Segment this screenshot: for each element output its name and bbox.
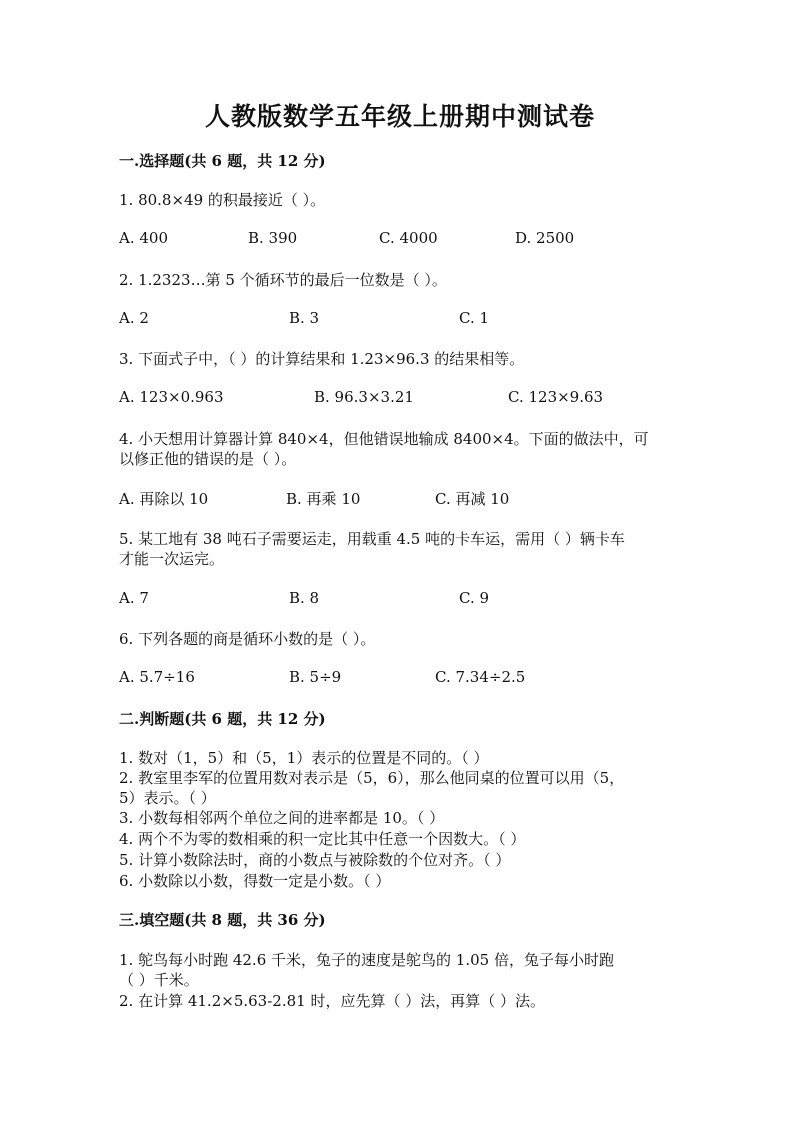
section-heading-judgement: 二.判断题(共 6 题，共 12 分) xyxy=(119,710,326,728)
fill-blank-line-1: 1. 鸵鸟每小时跑 42.6 千米，兔子的速度是鸵鸟的 1.05 倍，兔子每小时跑 xyxy=(119,951,614,969)
question-5-stem-line-2: 才能一次运完。 xyxy=(119,550,225,568)
question-3-stem: 3. 下面式子中，（ ）的计算结果和 1.23×96.3 的结果相等。 xyxy=(119,350,525,368)
question-6-option-b: B. 5÷9 xyxy=(289,668,342,686)
page-title: 人教版数学五年级上册期中测试卷 xyxy=(204,102,595,131)
question-1-option-d: D. 2500 xyxy=(515,229,575,247)
section-heading-choice: 一.选择题(共 6 题，共 12 分) xyxy=(119,152,326,170)
fill-blank-line-2: （ ）千米。 xyxy=(119,971,199,989)
judgement-line-2: 2. 教室里李军的位置用数对表示是（5，6），那么他同桌的位置可以用（5， xyxy=(119,769,625,787)
question-4-option-c: C. 再减 10 xyxy=(435,490,510,508)
question-4-option-a: A. 再除以 10 xyxy=(119,490,209,508)
question-6-option-a: A. 5.7÷16 xyxy=(119,668,195,686)
question-2-option-a: A. 2 xyxy=(119,309,149,327)
question-4-stem-line-2: 以修正他的错误的是（ ）。 xyxy=(119,450,297,468)
judgement-line-3: 5）表示。（ ） xyxy=(119,789,216,807)
section-heading-fill-blank: 三.填空题(共 8 题，共 36 分) xyxy=(119,911,326,929)
question-1-option-a: A. 400 xyxy=(119,229,168,247)
question-6-option-c: C. 7.34÷2.5 xyxy=(435,668,526,686)
question-3-option-b: B. 96.3×3.21 xyxy=(314,388,414,406)
question-4-option-b: B. 再乘 10 xyxy=(286,490,361,508)
judgement-line-5: 4. 两个不为零的数相乘的积一定比其中任意一个因数大。（ ） xyxy=(119,830,526,848)
question-3-option-a: A. 123×0.963 xyxy=(119,388,224,406)
judgement-line-7: 6. 小数除以小数，得数一定是小数。（ ） xyxy=(119,872,391,890)
question-2-option-b: B. 3 xyxy=(289,309,320,327)
question-1-option-b: B. 390 xyxy=(248,229,298,247)
fill-blank-line-3: 2. 在计算 41.2×5.63-2.81 时，应先算（ ）法，再算（ ）法。 xyxy=(119,992,545,1010)
question-5-option-a: A. 7 xyxy=(119,589,149,607)
question-2-option-c: C. 1 xyxy=(459,309,490,327)
question-1-stem: 1. 80.8×49 的积最接近（ ）。 xyxy=(119,191,326,209)
question-5-option-c: C. 9 xyxy=(459,589,490,607)
question-1-option-c: C. 4000 xyxy=(379,229,438,247)
judgement-line-6: 5. 计算小数除法时，商的小数点与被除数的个位对齐。（ ） xyxy=(119,851,511,869)
judgement-line-4: 3. 小数每相邻两个单位之间的进率都是 10。（ ） xyxy=(119,809,445,827)
question-6-stem: 6. 下列各题的商是循环小数的是（ ）。 xyxy=(119,630,376,648)
question-4-stem-line-1: 4. 小天想用计算器计算 840×4，但他错误地输成 8400×4。下面的做法中，可 xyxy=(119,430,649,448)
judgement-line-1: 1. 数对（1，5）和（5，1）表示的位置是不同的。（ ） xyxy=(119,749,489,767)
question-3-option-c: C. 123×9.63 xyxy=(508,388,604,406)
question-5-stem-line-1: 5. 某工地有 38 吨石子需要运走，用载重 4.5 吨的卡车运，需用（ ）辆卡车 xyxy=(119,530,625,548)
question-5-option-b: B. 8 xyxy=(289,589,320,607)
question-2-stem: 2. 1.2323…第 5 个循环节的最后一位数是（ ）。 xyxy=(119,271,447,289)
